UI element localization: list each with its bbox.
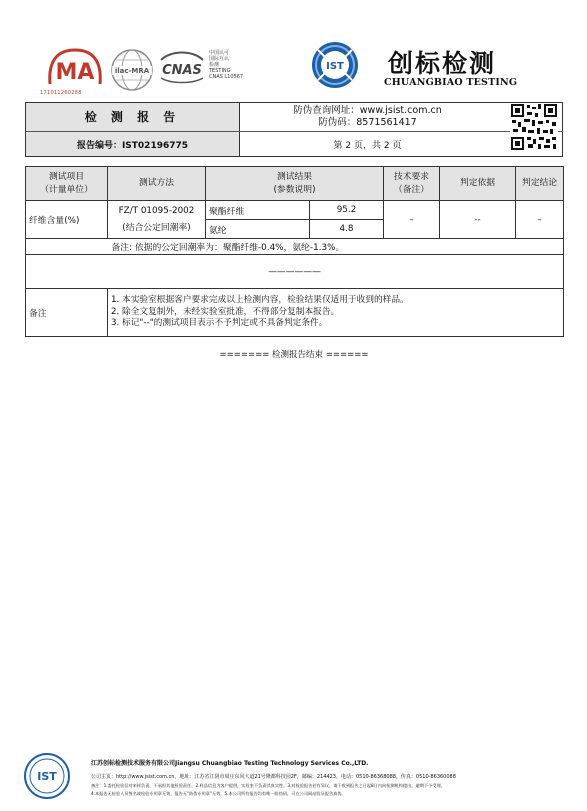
ist-logo <box>310 40 360 90</box>
footer-contact: 公司主页：http://www.jsist.com.cn，地址：江苏省江阴市周庄东风大道21号隆都科技园2F，邮编：214423，电话：0510-86368088，传真：0510-86360088 <box>91 774 456 780</box>
fiber-name-cell: 氨纶 <box>206 220 310 239</box>
table-note-row <box>26 239 564 255</box>
report-end-marker: ======= 检测报告结束 ====== <box>219 350 369 360</box>
ist-logo-text: IST <box>326 61 344 72</box>
footer-ist-logo <box>23 752 71 800</box>
cnas-logo <box>157 50 207 84</box>
table-header-row <box>26 167 564 201</box>
report-title: 检 测 报 告 <box>84 110 181 124</box>
cma-logo <box>46 46 104 88</box>
test-item-cell: 纤维含量(%) <box>26 201 108 239</box>
table-row <box>26 201 564 220</box>
report-number: 报告编号：IST02196775 <box>76 141 189 151</box>
fiber-value-cell: 95.2 <box>310 201 384 220</box>
cnas-line: 中国认可 <box>209 50 230 56</box>
test-results-table <box>25 166 564 337</box>
brand-name-cn: 创标检测 <box>388 49 497 78</box>
header-requirement: 技术要求 （备注） <box>384 167 440 201</box>
cnas-logo-text: CNAS <box>162 63 202 78</box>
remark-item: 3. 标记"--"的测试项目表示不予判定或不具备判定条件。 <box>111 318 328 329</box>
cma-number: 171011260288 <box>40 90 82 96</box>
anti-fake-code: 防伪码：8571561417 <box>318 117 417 128</box>
brand-name-en: CHUANGBIAO TESTING <box>384 77 518 88</box>
header-test-item: 测试项目 （计量单位） <box>26 167 108 201</box>
query-site: 防伪查询网址：www.jsist.com.cn <box>293 105 442 116</box>
cnas-line: 检测 <box>209 62 220 68</box>
cnas-text-block <box>209 50 249 80</box>
conclusion-cell: – <box>516 201 564 239</box>
remark-item: 2. 除全文复制外，未经实验室批准，不得部分复制本报告。 <box>111 306 340 317</box>
basis-cell: -- <box>440 201 516 239</box>
remark-item: 1. 本实验室根据客户要求完成以上检测内容，检验结果仅适用于收到的样品。 <box>111 294 409 305</box>
ilac-mra-logo <box>110 48 154 92</box>
cnas-line: CNAS L10567 <box>209 74 244 80</box>
remarks-row <box>26 289 564 337</box>
table-separator-row <box>26 255 564 289</box>
test-method-cell <box>108 201 206 239</box>
qr-code <box>510 103 558 151</box>
method-code: FZ/T 01095-2002 <box>118 206 195 216</box>
footer-note: 4.本报告无检验人员签名或检验专用章无效，报告无"防伪专用章"无效。5.本公司所有报告均有唯一防伪码，可在公司网站验证报告真伪。 <box>91 791 346 796</box>
cnas-line: 国际互认 <box>209 56 230 62</box>
fiber-name-cell: 聚酯纤维 <box>206 201 310 220</box>
remarks-content <box>108 289 564 337</box>
page-info: 第 2 页，共 2 页 <box>333 141 402 151</box>
header-divider <box>25 131 240 132</box>
requirement-cell: – <box>384 201 440 239</box>
header-basis: 判定依据 <box>440 167 516 201</box>
cnas-line: TESTING <box>209 68 231 74</box>
ilac-logo-text: ilac-MRA <box>114 67 150 75</box>
method-note: (结合公定回潮率) <box>122 223 191 233</box>
header-test-method: 测试方法 <box>108 167 206 201</box>
remarks-label: 备注 <box>26 289 108 337</box>
footer-note: 备注：1.委托检验仅对来样负责，不承担其他检验责任。2.样品信息为客户提供，实验室不负责其真实性。3.对检验报告若有异议，请于收到报告之日起8日内向检测机构提出，逾期不予受理。 <box>91 783 445 788</box>
footer-logo-text: IST <box>37 770 57 783</box>
moisture-regain-note: 备注: 依据的公定回潮率为：聚酯纤维-0.4%，氨纶-1.3%。 <box>108 239 564 255</box>
fiber-value-cell: 4.8 <box>310 220 384 239</box>
header-conclusion: 判定结论 <box>516 167 564 201</box>
footer-company: 江苏创标检测技术服务有限公司Jiangsu Chuangbiao Testing Technology Services Co.,LTD. <box>91 760 369 767</box>
verification-info <box>240 105 495 129</box>
separator-line: —————— <box>26 255 564 289</box>
header-test-result: 测试结果 (参数说明) <box>206 167 384 201</box>
cma-logo-text: MA <box>55 60 95 85</box>
